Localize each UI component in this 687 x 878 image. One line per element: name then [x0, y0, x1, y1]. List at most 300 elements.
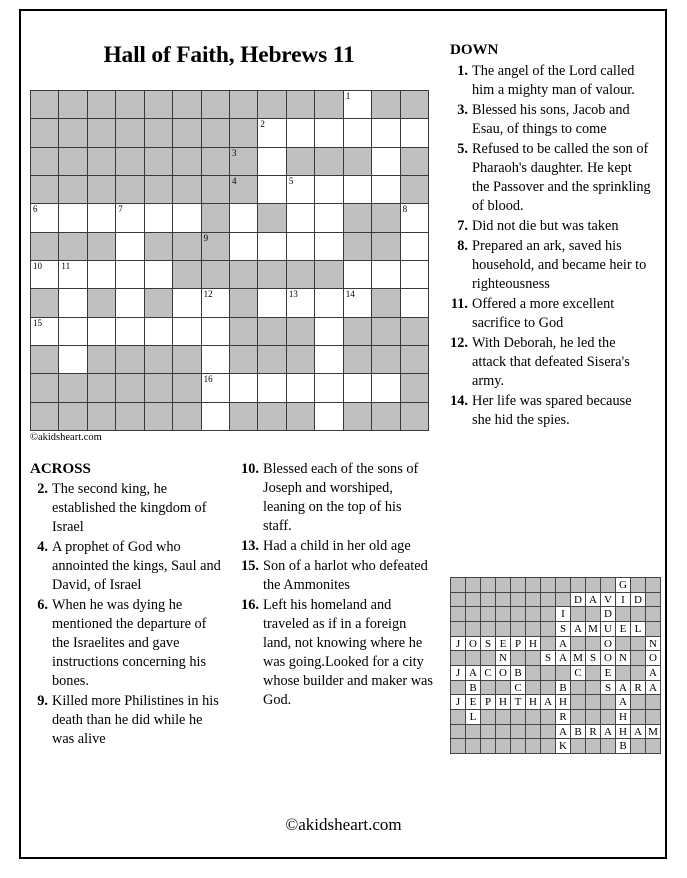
answer-block — [525, 606, 541, 622]
answer-letter: M — [585, 621, 601, 637]
grid-cell[interactable] — [172, 317, 201, 346]
grid-block — [30, 345, 59, 374]
answer-letter: A — [570, 621, 586, 637]
answer-block — [540, 636, 556, 652]
clue-item — [442, 334, 652, 391]
grid-cell[interactable] — [201, 288, 230, 317]
answer-block — [540, 665, 556, 681]
answer-letter: E — [600, 665, 616, 681]
grid-cell[interactable] — [343, 260, 372, 289]
grid-cell[interactable] — [314, 373, 343, 402]
answer-block — [495, 606, 511, 622]
grid-cell[interactable] — [115, 288, 144, 317]
grid-block — [87, 118, 116, 147]
answer-block — [570, 606, 586, 622]
clue-num: 11. — [450, 296, 468, 312]
answer-letter: N — [495, 650, 511, 666]
clue-num: 13. — [241, 538, 259, 554]
grid-block — [286, 260, 315, 289]
answer-block — [645, 694, 661, 710]
grid-block — [30, 232, 59, 261]
clue-num: 8. — [457, 238, 468, 254]
grid-block — [286, 147, 315, 176]
clue-item — [233, 596, 433, 710]
grid-block — [58, 402, 87, 431]
grid-block — [30, 288, 59, 317]
answer-key-grid — [450, 577, 660, 753]
answer-block — [645, 592, 661, 608]
answer-block — [495, 724, 511, 740]
grid-block — [201, 147, 230, 176]
grid-block — [286, 317, 315, 346]
answer-block — [510, 724, 526, 740]
clue-num: 3. — [457, 102, 468, 118]
answer-letter: G — [615, 577, 631, 593]
clue-item — [442, 140, 652, 216]
answer-letter: A — [645, 665, 661, 681]
answer-block — [450, 606, 466, 622]
clue-number: 6 — [33, 204, 38, 215]
grid-cell[interactable] — [115, 232, 144, 261]
answer-block — [540, 724, 556, 740]
answer-letter: S — [600, 680, 616, 696]
grid-block — [371, 203, 400, 232]
answer-block — [555, 592, 571, 608]
grid-cell[interactable] — [257, 373, 286, 402]
grid-cell[interactable] — [30, 317, 59, 346]
clue-item — [22, 480, 222, 537]
answer-block — [585, 738, 601, 754]
answer-block — [600, 694, 616, 710]
grid-block — [257, 260, 286, 289]
grid-block — [400, 345, 429, 374]
answer-block — [450, 621, 466, 637]
grid-block — [115, 175, 144, 204]
grid-block — [343, 203, 372, 232]
answer-block — [525, 592, 541, 608]
answer-block — [510, 650, 526, 666]
answer-block — [630, 709, 646, 725]
grid-cell[interactable] — [343, 90, 372, 119]
answer-block — [495, 592, 511, 608]
answer-block — [585, 694, 601, 710]
answer-letter: A — [585, 592, 601, 608]
clue-text: The second king, he established the kingdom of Israel — [52, 481, 207, 535]
grid-cell[interactable] — [144, 317, 173, 346]
answer-block — [645, 606, 661, 622]
answer-letter: C — [480, 665, 496, 681]
answer-block — [645, 709, 661, 725]
clue-text: Prepared an ark, saved his household, and became heir to righteousness — [472, 238, 647, 292]
answer-block — [540, 709, 556, 725]
answer-block — [480, 606, 496, 622]
grid-cell[interactable] — [87, 203, 116, 232]
grid-cell[interactable] — [87, 260, 116, 289]
answer-block — [585, 709, 601, 725]
answer-block — [450, 577, 466, 593]
answer-block — [525, 577, 541, 593]
grid-cell[interactable] — [343, 373, 372, 402]
answer-block — [510, 606, 526, 622]
answer-block — [540, 606, 556, 622]
answer-letter: C — [570, 665, 586, 681]
clue-num: 5. — [457, 141, 468, 157]
answer-block — [495, 738, 511, 754]
clue-number: 1 — [345, 91, 351, 101]
answer-block — [570, 680, 586, 696]
clue-text: Blessed each of the sons of Joseph and worshiped, leaning on the top of his staff. — [263, 461, 419, 534]
answer-letter: O — [495, 665, 511, 681]
grid-cell[interactable] — [257, 175, 286, 204]
answer-letter: K — [555, 738, 571, 754]
grid-block — [314, 260, 343, 289]
grid-cell[interactable] — [371, 260, 400, 289]
grid-block — [201, 175, 230, 204]
grid-cell[interactable] — [201, 373, 230, 402]
grid-block — [144, 175, 173, 204]
grid-cell[interactable] — [257, 288, 286, 317]
grid-block — [257, 317, 286, 346]
grid-block — [257, 345, 286, 374]
answer-block — [570, 709, 586, 725]
grid-block — [172, 118, 201, 147]
answer-block — [525, 621, 541, 637]
answer-block — [600, 577, 616, 593]
answer-letter: S — [480, 636, 496, 652]
answer-block — [570, 694, 586, 710]
clue-text: Refused to be called the son of Pharaoh's daughter. He kept the Passover and the sprinkling of blood. — [472, 141, 651, 214]
grid-block — [58, 175, 87, 204]
answer-letter: A — [555, 724, 571, 740]
answer-block — [525, 665, 541, 681]
answer-letter: R — [630, 680, 646, 696]
grid-cell[interactable] — [229, 373, 258, 402]
clue-num: 9. — [37, 693, 48, 709]
grid-cell[interactable] — [58, 288, 87, 317]
clue-item — [22, 692, 222, 749]
answer-letter: H — [525, 636, 541, 652]
down-heading: DOWN — [450, 42, 499, 58]
grid-block — [400, 402, 429, 431]
grid-block — [343, 317, 372, 346]
grid-block — [87, 402, 116, 431]
clue-number: 7 — [118, 204, 123, 215]
grid-cell[interactable] — [257, 147, 286, 176]
grid-block — [201, 90, 230, 119]
answer-letter: S — [585, 650, 601, 666]
grid-cell[interactable] — [87, 317, 116, 346]
grid-cell[interactable] — [286, 175, 315, 204]
answer-letter: A — [540, 694, 556, 710]
grid-block — [115, 147, 144, 176]
grid-block — [172, 373, 201, 402]
answer-block — [480, 577, 496, 593]
grid-cell[interactable] — [343, 175, 372, 204]
grid-cell[interactable] — [172, 288, 201, 317]
grid-cell[interactable] — [30, 260, 59, 289]
answer-letter: A — [615, 694, 631, 710]
grid-block — [144, 118, 173, 147]
answer-block — [630, 650, 646, 666]
answer-block — [630, 577, 646, 593]
grid-block — [229, 288, 258, 317]
grid-block — [172, 345, 201, 374]
clue-text: Left his homeland and traveled as if in a foreign land, not knowing where he was going.Looked for a city whose builder and maker was God. — [263, 597, 433, 708]
answer-letter: O — [465, 636, 481, 652]
answer-letter: B — [615, 738, 631, 754]
grid-cell[interactable] — [201, 402, 230, 431]
answer-letter: D — [630, 592, 646, 608]
clue-number: 9 — [203, 232, 209, 243]
answer-letter: H — [615, 724, 631, 740]
grid-block — [30, 373, 59, 402]
grid-block — [30, 147, 59, 176]
answer-letter: A — [615, 680, 631, 696]
grid-cell[interactable] — [115, 203, 144, 232]
grid-block — [371, 232, 400, 261]
answer-letter: V — [600, 592, 616, 608]
grid-block — [30, 90, 59, 119]
clue-item — [233, 557, 433, 595]
clue-text: When he was dying he mentioned the departure of the Israelites and gave instructions concerning his bones. — [52, 597, 207, 689]
across-clues-right — [233, 460, 433, 711]
answer-block — [510, 621, 526, 637]
answer-letter: N — [645, 636, 661, 652]
grid-cell[interactable] — [58, 317, 87, 346]
answer-block — [540, 621, 556, 637]
crossword-grid — [30, 90, 428, 430]
grid-cell[interactable] — [286, 288, 315, 317]
grid-cell[interactable] — [314, 402, 343, 431]
answer-letter: S — [540, 650, 556, 666]
grid-block — [201, 232, 230, 261]
grid-block — [400, 373, 429, 402]
clue-text: A prophet of God who annointed the kings, Saul and David, of Israel — [52, 539, 221, 593]
answer-block — [600, 738, 616, 754]
clue-num: 1. — [457, 63, 468, 79]
answer-block — [645, 577, 661, 593]
grid-block — [144, 402, 173, 431]
answer-letter: B — [570, 724, 586, 740]
grid-cell[interactable] — [229, 203, 258, 232]
grid-cell[interactable] — [30, 203, 59, 232]
grid-block — [115, 90, 144, 119]
grid-cell[interactable] — [115, 317, 144, 346]
grid-cell[interactable] — [371, 373, 400, 402]
grid-cell[interactable] — [257, 118, 286, 147]
answer-letter: I — [555, 606, 571, 622]
grid-block — [201, 118, 230, 147]
answer-letter: H — [555, 694, 571, 710]
answer-block — [465, 650, 481, 666]
grid-cell[interactable] — [201, 317, 230, 346]
clue-text: Did not die but was taken — [472, 218, 619, 234]
grid-block — [229, 260, 258, 289]
answer-block — [570, 577, 586, 593]
answer-letter: L — [465, 709, 481, 725]
answer-letter: B — [555, 680, 571, 696]
answer-block — [630, 606, 646, 622]
answer-block — [525, 724, 541, 740]
answer-letter: A — [630, 724, 646, 740]
grid-cell[interactable] — [257, 232, 286, 261]
grid-cell[interactable] — [229, 232, 258, 261]
grid-cell[interactable] — [58, 260, 87, 289]
answer-block — [525, 650, 541, 666]
grid-block — [58, 90, 87, 119]
answer-block — [510, 577, 526, 593]
answer-letter: A — [555, 650, 571, 666]
answer-block — [555, 577, 571, 593]
answer-block — [630, 636, 646, 652]
grid-cell[interactable] — [314, 118, 343, 147]
grid-cell[interactable] — [400, 118, 429, 147]
grid-block — [172, 402, 201, 431]
clue-num: 15. — [241, 558, 259, 574]
grid-block — [343, 402, 372, 431]
answer-letter: M — [570, 650, 586, 666]
grid-block — [371, 402, 400, 431]
grid-block — [257, 90, 286, 119]
answer-letter: P — [480, 694, 496, 710]
clue-item — [442, 392, 652, 430]
grid-cell[interactable] — [286, 203, 315, 232]
answer-letter: M — [645, 724, 661, 740]
answer-block — [495, 621, 511, 637]
grid-block — [371, 345, 400, 374]
answer-block — [450, 650, 466, 666]
grid-cell[interactable] — [314, 288, 343, 317]
answer-block — [585, 577, 601, 593]
grid-block — [172, 90, 201, 119]
answer-block — [525, 709, 541, 725]
grid-block — [257, 203, 286, 232]
grid-cell[interactable] — [58, 203, 87, 232]
grid-cell[interactable] — [58, 345, 87, 374]
answer-letter: R — [555, 709, 571, 725]
grid-cell[interactable] — [286, 118, 315, 147]
grid-block — [172, 232, 201, 261]
answer-letter: E — [615, 621, 631, 637]
answer-block — [495, 709, 511, 725]
answer-block — [495, 577, 511, 593]
answer-letter: D — [570, 592, 586, 608]
grid-block — [115, 373, 144, 402]
answer-letter: A — [465, 665, 481, 681]
grid-block — [201, 260, 230, 289]
clue-item — [22, 538, 222, 595]
answer-letter: R — [585, 724, 601, 740]
grid-block — [286, 90, 315, 119]
grid-cell[interactable] — [286, 232, 315, 261]
answer-block — [450, 724, 466, 740]
grid-cell[interactable] — [343, 288, 372, 317]
grid-cell[interactable] — [286, 373, 315, 402]
clue-text: Killed more Philistines in his death than he did while he was alive — [52, 693, 219, 747]
grid-block — [229, 175, 258, 204]
answer-letter: C — [510, 680, 526, 696]
grid-cell[interactable] — [144, 203, 173, 232]
grid-block — [30, 402, 59, 431]
clue-number: 12 — [203, 289, 213, 300]
grid-cell[interactable] — [371, 147, 400, 176]
grid-cell[interactable] — [400, 203, 429, 232]
answer-block — [525, 738, 541, 754]
grid-block — [286, 345, 315, 374]
grid-cell[interactable] — [314, 175, 343, 204]
grid-block — [229, 147, 258, 176]
grid-cell[interactable] — [314, 345, 343, 374]
answer-letter: S — [555, 621, 571, 637]
clue-num: 12. — [450, 335, 468, 351]
clue-item — [442, 62, 652, 100]
grid-cell[interactable] — [400, 232, 429, 261]
grid-block — [201, 203, 230, 232]
grid-block — [286, 402, 315, 431]
answer-letter: A — [555, 636, 571, 652]
grid-cell[interactable] — [115, 260, 144, 289]
grid-block — [343, 345, 372, 374]
grid-cell[interactable] — [314, 317, 343, 346]
grid-block — [229, 90, 258, 119]
answer-letter: A — [600, 724, 616, 740]
clue-num: 7. — [457, 218, 468, 234]
clue-number: 4 — [232, 176, 237, 186]
clue-number: 15 — [33, 317, 42, 328]
answer-letter: H — [525, 694, 541, 710]
answer-letter: I — [615, 592, 631, 608]
grid-cell[interactable] — [314, 232, 343, 261]
grid-cell[interactable] — [343, 118, 372, 147]
grid-block — [144, 232, 173, 261]
grid-block — [229, 317, 258, 346]
grid-cell[interactable] — [201, 345, 230, 374]
grid-block — [400, 90, 429, 119]
answer-block — [480, 592, 496, 608]
answer-block — [645, 621, 661, 637]
answer-block — [615, 636, 631, 652]
grid-block — [229, 402, 258, 431]
answer-block — [465, 724, 481, 740]
grid-cell[interactable] — [371, 175, 400, 204]
grid-cell[interactable] — [314, 203, 343, 232]
grid-cell[interactable] — [172, 203, 201, 232]
grid-cell[interactable] — [371, 118, 400, 147]
grid-cell[interactable] — [400, 288, 429, 317]
clue-item — [442, 295, 652, 333]
down-clues — [442, 62, 652, 431]
answer-letter: O — [600, 650, 616, 666]
grid-block — [343, 232, 372, 261]
grid-cell[interactable] — [144, 260, 173, 289]
answer-block — [450, 738, 466, 754]
grid-block — [172, 260, 201, 289]
clue-item — [233, 460, 433, 536]
grid-block — [115, 345, 144, 374]
answer-letter: A — [645, 680, 661, 696]
answer-block — [465, 738, 481, 754]
grid-block — [144, 147, 173, 176]
clue-text: With Deborah, he led the attack that defeated Sisera's army. — [472, 335, 630, 389]
grid-cell[interactable] — [400, 260, 429, 289]
grid-block — [172, 175, 201, 204]
answer-block — [540, 738, 556, 754]
answer-block — [450, 709, 466, 725]
answer-block — [615, 606, 631, 622]
clue-num: 16. — [241, 597, 259, 613]
answer-block — [555, 665, 571, 681]
answer-block — [630, 694, 646, 710]
